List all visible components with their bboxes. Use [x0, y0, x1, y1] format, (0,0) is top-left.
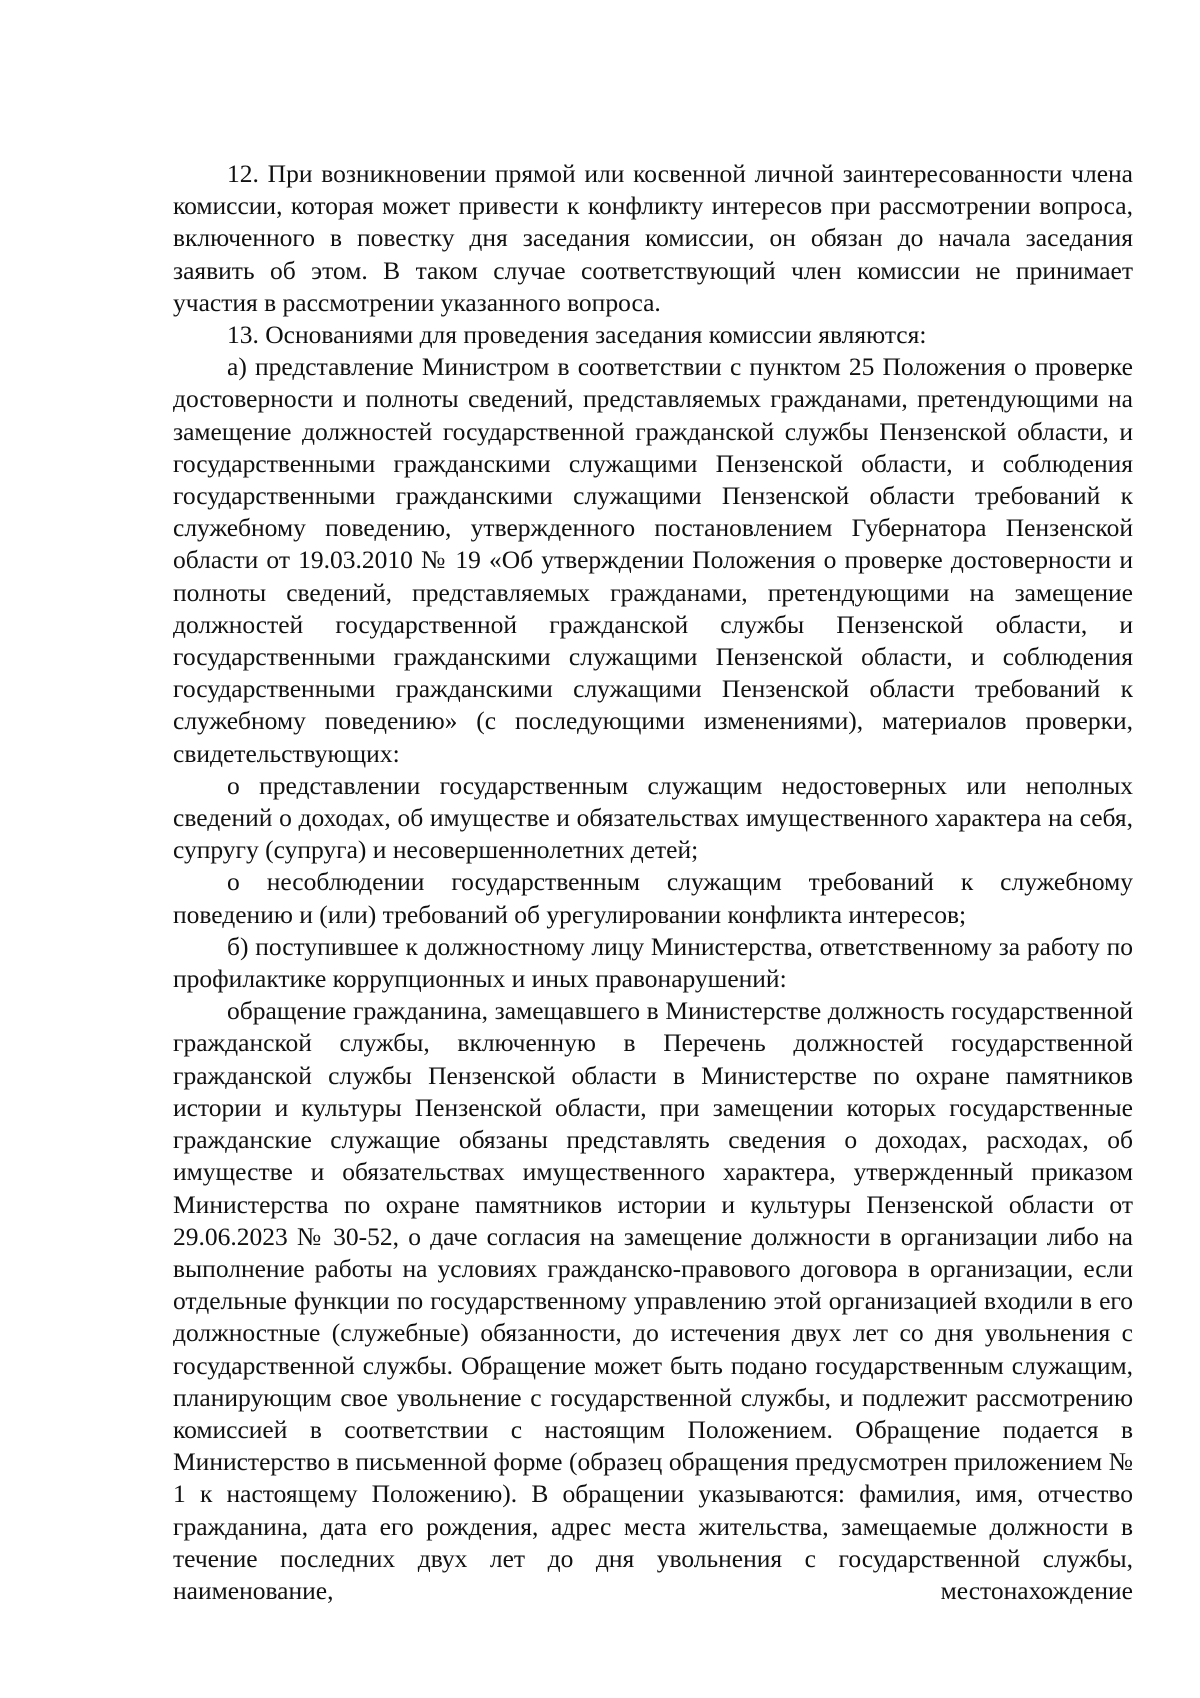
paragraph-12: 12. При возникновении прямой или косвенной личной заинтересованности члена комиссии, которая может привести к конфликту интересов при рассмотрении вопроса, включенного в повестку дня заседания комиссии, он обязан до начала заседания заявить об этом. В таком случае соответствующий член комиссии не принимает участия в рассмотрении указанного вопроса.: [173, 159, 1133, 317]
paragraph-13b: б) поступившее к должностному лицу Министерства, ответственному за работу по профилактике коррупционных и иных правонарушений:: [173, 931, 1133, 994]
paragraph-13a-item-1: о представлении государственным служащим недостоверных или неполных сведений о доходах, об имуществе и обязательствах имущественного характера на себя, супругу (супруга) и несовершеннолетних детей;: [173, 770, 1133, 865]
paragraph-13b-item-1: обращение гражданина, замещавшего в Министерстве должность государственной гражданской службы, включенную в Перечень должностей государственной гражданской службы Пензенской области в Министерстве по охране памятников истории и культуры Пензенской области, при замещении которых государственные гражданские служащие обязаны представлять сведения о доходах, расходах, об имуществе и обязательствах имущественного характера, утвержденный приказом Министерства по охране памятников истории и культуры Пензенской области от 29.06.2023 № 30-52, о даче согласия на замещение должности в организации либо на выполнение работы на условиях гражданско-правового договора в организации, если отдельные функции по государственному управлению этой организацией входили в его должностные (служебные) обязанности, до истечения двух лет со дня увольнения с государственной службы. Обращение может быть подано государственным служащим, планирующим свое увольнение с государственной службы, и подлежит рассмотрению комиссией в соответствии с настоящим Положением. Обращение подается в Министерство в письменной форме (образец обращения предусмотрен приложением № 1 к настоящему Положению). В обращении указываются: фамилия, имя, отчество гражданина, дата его рождения, адрес места жительства, замещаемые должности в течение последних двух лет до дня увольнения с государственной службы, наименование, местонахождение: [173, 996, 1133, 1605]
paragraph-13a-item-2: о несоблюдении государственным служащим требований к служебному поведению и (или) требований об урегулировании конфликта интересов;: [173, 867, 1133, 929]
document-body: [173, 158, 1133, 1607]
paragraph-13: 13. Основаниями для проведения заседания комиссии являются:: [227, 320, 927, 350]
paragraph-13a: а) представление Министром в соответствии с пунктом 25 Положения о проверке достоверности и полноты сведений, представляемых гражданами, претендующими на замещение должностей государственной гражданской службы Пензенской области, и государственными гражданскими служащими Пензенской области, и соблюдения государственными гражданскими служащими Пензенской области требований к служебному поведению, утвержденного постановлением Губернатора Пензенской области от 19.03.2010 № 19 «Об утверждении Положения о проверке достоверности и полноты сведений, представляемых гражданами, претендующими на замещение должностей государственной гражданской службы Пензенской области, и государственными гражданскими служащими Пензенской области, и соблюдения государственными гражданскими служащими Пензенской области требований к служебному поведению» (с последующими изменениями), материалов проверки, свидетельствующих:: [173, 352, 1133, 768]
